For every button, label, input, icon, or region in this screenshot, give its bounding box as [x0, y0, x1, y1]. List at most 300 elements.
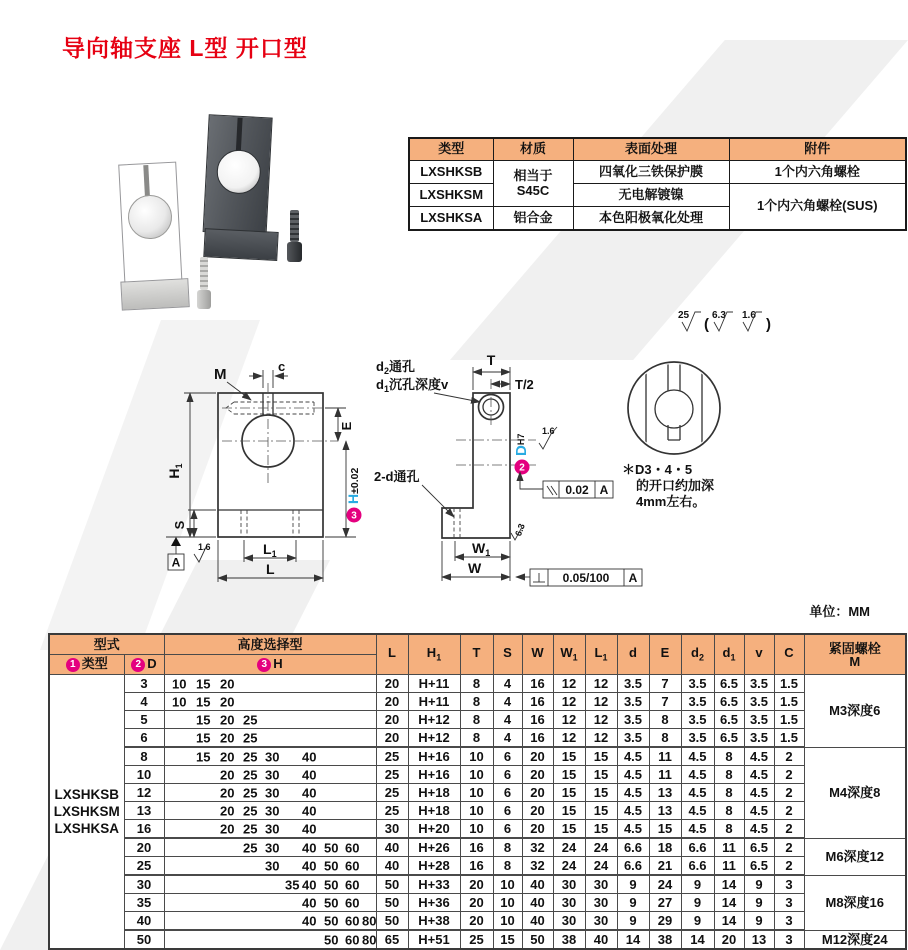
cell-dimension: 13 [649, 784, 681, 802]
cell-dimension: 9 [681, 912, 714, 931]
spec-header-col-S: S [493, 634, 522, 675]
cell-dimension: 9 [744, 912, 774, 931]
cell-dimension: 4.5 [617, 802, 649, 820]
product-photo-silver-bracket [114, 161, 188, 310]
cell-dimension: H+18 [408, 784, 460, 802]
cell-dimension: 10 [460, 784, 493, 802]
cell-dimension: 32 [522, 857, 553, 876]
cell-dimension: 9 [681, 875, 714, 894]
cell-height-options: 10 15 20 [164, 693, 376, 711]
cell-dimension: 21 [649, 857, 681, 876]
cell-dimension: 4 [493, 693, 522, 711]
screw-head [287, 242, 302, 262]
cell-dimension: 40 [522, 912, 553, 931]
spec-table [48, 633, 907, 950]
cell-dimension: 3 [774, 912, 804, 931]
cell-height-options: 40 50 60 80 [164, 912, 376, 931]
cell-shaft-diameter: 20 [124, 838, 164, 857]
cell-dimension: 16 [522, 729, 553, 748]
cell-dimension: 7 [649, 693, 681, 711]
detail-clamp-section [632, 362, 716, 456]
dim-label-m: M [214, 366, 227, 383]
cell-dimension: 6.5 [744, 838, 774, 857]
cell-shaft-diameter: 16 [124, 820, 164, 839]
cell-dimension: 2 [774, 857, 804, 876]
cell-height-options: 30 40 50 60 [164, 857, 376, 876]
cell-dimension: 12 [553, 693, 585, 711]
spec-header-col-d: d [617, 634, 649, 675]
cell-dimension: 6.5 [714, 675, 744, 693]
cell-dimension: H+12 [408, 711, 460, 729]
page-title: 导向轴支座 L型 开口型 [62, 35, 308, 61]
cell-dimension: H+51 [408, 930, 460, 949]
material-value [493, 161, 573, 207]
material-info-table [408, 137, 907, 231]
cell-dimension: 9 [744, 894, 774, 912]
cell-shaft-diameter: 5 [124, 711, 164, 729]
dim-label-t: T [486, 352, 496, 368]
cell-shaft-diameter: 40 [124, 912, 164, 931]
cell-dimension: 24 [649, 875, 681, 894]
cell-dimension: 3 [774, 875, 804, 894]
cell-dimension: H+12 [408, 729, 460, 748]
spec-row [49, 675, 906, 693]
cell-dimension: 4.5 [617, 820, 649, 839]
cell-bolt-spec: M6深度12 [804, 838, 906, 875]
parallel-tolerance: 0.02 [565, 483, 589, 497]
cell-dimension: 30 [376, 820, 408, 839]
spec-row [49, 729, 906, 748]
cell-bolt-spec: M4深度8 [804, 747, 906, 838]
detail-view-drawing [612, 298, 812, 518]
cell-dimension: 6.6 [617, 857, 649, 876]
cell-dimension: 9 [681, 894, 714, 912]
cell-height-options: 35 40 50 60 [164, 875, 376, 894]
front-view-drawing [130, 338, 390, 600]
detail-note-line3: 4mm左右。 [636, 494, 706, 509]
cell-dimension: 15 [585, 802, 617, 820]
screw-shaft [200, 257, 208, 290]
dim-label-h1: $H_1$ [166, 463, 184, 479]
material-line2: S45C [516, 182, 550, 198]
cell-dimension: 13 [649, 802, 681, 820]
surface-note-25: 25 [678, 310, 690, 321]
bracket-base [203, 228, 278, 261]
cell-dimension: 40 [585, 930, 617, 949]
cell-dimension: 15 [585, 784, 617, 802]
cell-dimension: 38 [553, 930, 585, 949]
product-photo-silver-screw [197, 257, 211, 309]
cell-dimension: 6.5 [714, 693, 744, 711]
surface-note-16: 1.6 [742, 310, 756, 321]
cell-dimension: 3.5 [617, 729, 649, 748]
cell-dimension: 1.5 [774, 693, 804, 711]
dim-label-t2: T/2 [515, 377, 534, 392]
spec-header-col-L: L [376, 634, 408, 675]
cell-dimension: 6 [493, 802, 522, 820]
cell-shaft-diameter: 50 [124, 930, 164, 949]
cell-dimension: 8 [460, 729, 493, 748]
cell-dimension: 30 [585, 912, 617, 931]
cell-dimension: 3 [774, 894, 804, 912]
cell-dimension: 3.5 [681, 675, 714, 693]
cell-dimension: 65 [376, 930, 408, 949]
cell-dimension: 8 [714, 784, 744, 802]
cell-dimension: H+38 [408, 912, 460, 931]
cell-height-options: 50 60 80 [164, 930, 376, 949]
spec-header-col-H1: $H_1$ [408, 634, 460, 675]
info-header-accessory: 附件 [729, 138, 906, 161]
info-row [409, 184, 906, 207]
label-2d-hole: 2-d通孔 [374, 469, 420, 484]
cell-dimension: 4.5 [617, 784, 649, 802]
cell-height-options: 25 30 40 50 60 [164, 838, 376, 857]
cell-dimension: 50 [376, 894, 408, 912]
cell-dimension: 24 [585, 857, 617, 876]
cell-dimension: 4.5 [681, 766, 714, 784]
cell-dimension: 50 [522, 930, 553, 949]
cell-dimension: 8 [460, 693, 493, 711]
spec-header-col-W: W [522, 634, 553, 675]
cell-dimension: 4.5 [681, 747, 714, 766]
cell-dimension: 4.5 [617, 747, 649, 766]
cell-dimension: 3.5 [681, 729, 714, 748]
cell-dimension: 10 [460, 766, 493, 784]
cell-dimension: 40 [376, 838, 408, 857]
cell-dimension: H+28 [408, 857, 460, 876]
cell-dimension: 4.5 [681, 784, 714, 802]
cell-dimension: 20 [522, 802, 553, 820]
cell-dimension: 16 [522, 693, 553, 711]
cell-dimension: 6.6 [617, 838, 649, 857]
unit-label: 单位：MM [809, 604, 870, 619]
cell-height-options: 20 25 30 40 [164, 784, 376, 802]
spec-header-col-d2: $d_2$ [681, 634, 714, 675]
cell-dimension: 6.6 [681, 838, 714, 857]
spec-row [49, 802, 906, 820]
cell-dimension: 25 [376, 766, 408, 784]
cell-dimension: 8 [460, 675, 493, 693]
label-d1-hole: $d_1$沉孔深度v [376, 377, 449, 394]
spec-header-col-M: 紧固螺栓 M [804, 634, 906, 675]
cell-dimension: 24 [585, 838, 617, 857]
cell-dimension: 16 [522, 711, 553, 729]
spec-row [49, 766, 906, 784]
cell-dimension: 25 [376, 784, 408, 802]
cell-dimension: 20 [460, 875, 493, 894]
info-header-row [409, 138, 906, 161]
cell-dimension: 1.5 [774, 675, 804, 693]
cell-dimension: 3.5 [617, 693, 649, 711]
cell-dimension: 29 [649, 912, 681, 931]
cell-dimension: 11 [714, 857, 744, 876]
datum-label-a: A [171, 555, 181, 570]
cell-dimension: 12 [585, 729, 617, 748]
cell-dimension: 8 [714, 747, 744, 766]
cell-dimension: 12 [553, 675, 585, 693]
cell-dimension: 9 [617, 912, 649, 931]
roughness-16: 1.6 [542, 426, 555, 436]
cell-shaft-diameter: 3 [124, 675, 164, 693]
product-photo-dark-screw [287, 210, 302, 262]
model-name: LXSHKSB [409, 161, 493, 184]
cell-dimension: 13 [744, 930, 774, 949]
surface-value: 无电解镀镍 [573, 184, 729, 207]
cell-dimension: 10 [460, 802, 493, 820]
cell-dimension: 20 [522, 820, 553, 839]
dim-label-l1: $L_1$ [263, 541, 277, 559]
cell-dimension: 16 [460, 857, 493, 876]
spec-row [49, 711, 906, 729]
cell-height-options: 20 25 30 40 [164, 820, 376, 839]
cell-dimension: 50 [376, 912, 408, 931]
cell-dimension: 4 [493, 729, 522, 748]
cell-dimension: 8 [493, 857, 522, 876]
spec-header-col-L1: $L_1$ [585, 634, 617, 675]
cell-dimension: 15 [553, 766, 585, 784]
cell-shaft-diameter: 10 [124, 766, 164, 784]
cell-dimension: 6.5 [744, 857, 774, 876]
cell-dimension: 6 [493, 784, 522, 802]
perpendicular-tolerance: 0.05/100 [562, 571, 610, 585]
cell-shaft-diameter: 6 [124, 729, 164, 748]
cell-dimension: 50 [376, 875, 408, 894]
spec-subheader-h: 3 H [164, 655, 376, 675]
dim-label-h-tol: H±0.02 [345, 467, 361, 504]
cell-dimension: 3 [774, 930, 804, 949]
cell-dimension: 11 [649, 747, 681, 766]
cell-dimension: 14 [714, 894, 744, 912]
cell-height-options: 15 20 25 30 40 [164, 747, 376, 766]
cell-dimension: 3.5 [744, 729, 774, 748]
cell-dimension: 12 [553, 729, 585, 748]
cell-dimension: 3.5 [744, 693, 774, 711]
cell-dimension: 16 [460, 838, 493, 857]
cell-dimension: 30 [553, 875, 585, 894]
cell-dimension: H+33 [408, 875, 460, 894]
spec-header-col-E: E [649, 634, 681, 675]
surface-value: 本色阳极氧化处理 [573, 207, 729, 231]
cell-dimension: 30 [553, 912, 585, 931]
cell-height-options: 20 25 30 40 [164, 766, 376, 784]
spec-row [49, 912, 906, 931]
cell-dimension: 8 [649, 729, 681, 748]
spec-row [49, 747, 906, 766]
cell-dimension: 10 [493, 912, 522, 931]
spec-row [49, 894, 906, 912]
cell-dimension: 4.5 [617, 766, 649, 784]
spec-header-height-select: 高度选择型 [164, 634, 376, 655]
cell-dimension: H+20 [408, 820, 460, 839]
accessory-value: 1个内六角螺栓(SUS) [729, 184, 906, 231]
cell-shaft-diameter: 35 [124, 894, 164, 912]
cell-dimension: 4.5 [681, 820, 714, 839]
cell-dimension: 3.5 [744, 711, 774, 729]
cell-dimension: H+18 [408, 802, 460, 820]
cell-height-options: 10 15 20 [164, 675, 376, 693]
cell-dimension: 25 [460, 930, 493, 949]
cell-dimension: 8 [714, 820, 744, 839]
cell-dimension: 8 [649, 711, 681, 729]
detail-note-line1: ＊D3・4・5 [622, 462, 693, 477]
cell-dimension: 3.5 [617, 711, 649, 729]
cell-dimension: H+16 [408, 747, 460, 766]
cell-dimension: 18 [649, 838, 681, 857]
bracket-base [120, 278, 189, 311]
cell-height-options: 15 20 25 [164, 711, 376, 729]
cell-dimension: 3.5 [681, 711, 714, 729]
model-name: LXSHKSM [409, 184, 493, 207]
cell-dimension: 14 [714, 912, 744, 931]
spec-row [49, 875, 906, 894]
cell-dimension: 20 [522, 784, 553, 802]
cell-dimension: 20 [376, 693, 408, 711]
cell-dimension: 9 [617, 875, 649, 894]
roughness-16: 1.6 [198, 542, 211, 552]
cell-height-options: 40 50 60 [164, 894, 376, 912]
cell-dimension: 8 [714, 766, 744, 784]
cell-shaft-diameter: 25 [124, 857, 164, 876]
dim-label-e: E [339, 421, 354, 431]
dim-label-w: W [468, 560, 482, 576]
spec-row [49, 784, 906, 802]
cell-dimension: 40 [522, 875, 553, 894]
cell-dimension: 12 [553, 711, 585, 729]
cell-dimension: 2 [774, 820, 804, 839]
parallel-datum: A [599, 483, 609, 497]
cell-dimension: 12 [585, 675, 617, 693]
info-header-type: 类型 [409, 138, 493, 161]
cell-dimension: 10 [460, 747, 493, 766]
cell-dimension: 15 [585, 820, 617, 839]
screw-head [197, 290, 211, 309]
cell-dimension: 14 [714, 875, 744, 894]
info-header-material: 材质 [493, 138, 573, 161]
cell-dimension: 1.5 [774, 729, 804, 748]
svg-text:2: 2 [519, 462, 525, 474]
cell-dimension: H+26 [408, 838, 460, 857]
cell-dimension: H+11 [408, 693, 460, 711]
dim-label-l: L [266, 561, 275, 577]
cell-dimension: 3.5 [681, 693, 714, 711]
spec-header-col-T: T [460, 634, 493, 675]
cell-shaft-diameter: 4 [124, 693, 164, 711]
cell-dimension: 30 [585, 894, 617, 912]
cell-dimension: 4.5 [744, 766, 774, 784]
spec-header-col-v: v [744, 634, 774, 675]
cell-dimension: 10 [493, 875, 522, 894]
cell-dimension: 7 [649, 675, 681, 693]
cell-dimension: 1.5 [774, 711, 804, 729]
cell-height-options: 20 25 30 40 [164, 802, 376, 820]
accessory-value: 1个内六角螺栓 [729, 161, 906, 184]
datum-triangle [171, 537, 181, 546]
spec-subheader-model: 1 类型 [49, 655, 124, 675]
cell-dimension: 20 [460, 894, 493, 912]
cell-bolt-spec: M8深度16 [804, 875, 906, 930]
cell-dimension: 6 [493, 766, 522, 784]
spec-subheader-d: 2 D [124, 655, 164, 675]
dim-label-d-h7: DH7 [513, 433, 530, 456]
cell-dimension: 15 [493, 930, 522, 949]
spec-header-col-d1: $d_1$ [714, 634, 744, 675]
cell-dimension: 15 [553, 747, 585, 766]
perpendicular-datum: A [628, 571, 638, 585]
cell-dimension: 8 [460, 711, 493, 729]
material-line1: 相当于 [513, 168, 553, 184]
model-names-cell: LXSHKSB LXSHKSM LXSHKSA [49, 675, 124, 950]
cell-dimension: 8 [493, 838, 522, 857]
cell-dimension: 4.5 [744, 747, 774, 766]
cell-dimension: 6 [493, 820, 522, 839]
spec-row [49, 838, 906, 857]
cell-dimension: 6 [493, 747, 522, 766]
cell-dimension: 40 [376, 857, 408, 876]
spec-row [49, 693, 906, 711]
spec-row [49, 930, 906, 949]
spec-table-body [49, 675, 906, 950]
cell-dimension: 2 [774, 784, 804, 802]
cell-dimension: 3.5 [617, 675, 649, 693]
detail-note-line2: 的开口约加深 [636, 478, 715, 493]
cell-dimension: 2 [774, 747, 804, 766]
cell-dimension: H+11 [408, 675, 460, 693]
spec-row [49, 857, 906, 876]
cell-dimension: 30 [585, 875, 617, 894]
dim-label-w1: $W_1$ [472, 540, 491, 558]
material-value: 铝合金 [493, 207, 573, 231]
cell-dimension: 6.6 [681, 857, 714, 876]
cell-dimension: 20 [376, 729, 408, 748]
svg-text:3: 3 [351, 510, 357, 522]
cell-height-options: 15 20 25 [164, 729, 376, 748]
cell-dimension: 20 [376, 675, 408, 693]
label-d2-hole: $d_2$通孔 [376, 359, 415, 376]
cell-shaft-diameter: 12 [124, 784, 164, 802]
cell-shaft-diameter: 13 [124, 802, 164, 820]
cell-dimension: 12 [585, 711, 617, 729]
screw-shaft [290, 210, 299, 242]
cell-dimension: 2 [774, 766, 804, 784]
cell-dimension: 32 [522, 838, 553, 857]
cell-dimension: 27 [649, 894, 681, 912]
cell-dimension: 20 [460, 912, 493, 931]
paren-open: ( [704, 316, 709, 333]
spec-header-col-C: C [774, 634, 804, 675]
cell-dimension: 6.5 [714, 729, 744, 748]
cell-dimension: 15 [649, 820, 681, 839]
cell-dimension: 15 [553, 820, 585, 839]
dim-label-c: c [278, 359, 286, 374]
info-row [409, 161, 906, 184]
cell-dimension: 14 [681, 930, 714, 949]
cell-dimension: 4.5 [744, 802, 774, 820]
cell-bolt-spec: M3深度6 [804, 675, 906, 748]
cell-dimension: 15 [553, 784, 585, 802]
cell-dimension: 14 [617, 930, 649, 949]
cell-shaft-diameter: 8 [124, 747, 164, 766]
cell-dimension: 25 [376, 747, 408, 766]
cell-dimension: 11 [714, 838, 744, 857]
cell-dimension: 9 [617, 894, 649, 912]
cell-dimension: 30 [553, 894, 585, 912]
cell-dimension: 20 [714, 930, 744, 949]
surface-note-63: 6.3 [712, 310, 726, 321]
cell-dimension: 4 [493, 675, 522, 693]
cell-dimension: 10 [460, 820, 493, 839]
cell-dimension: 24 [553, 838, 585, 857]
cell-dimension: 8 [714, 802, 744, 820]
